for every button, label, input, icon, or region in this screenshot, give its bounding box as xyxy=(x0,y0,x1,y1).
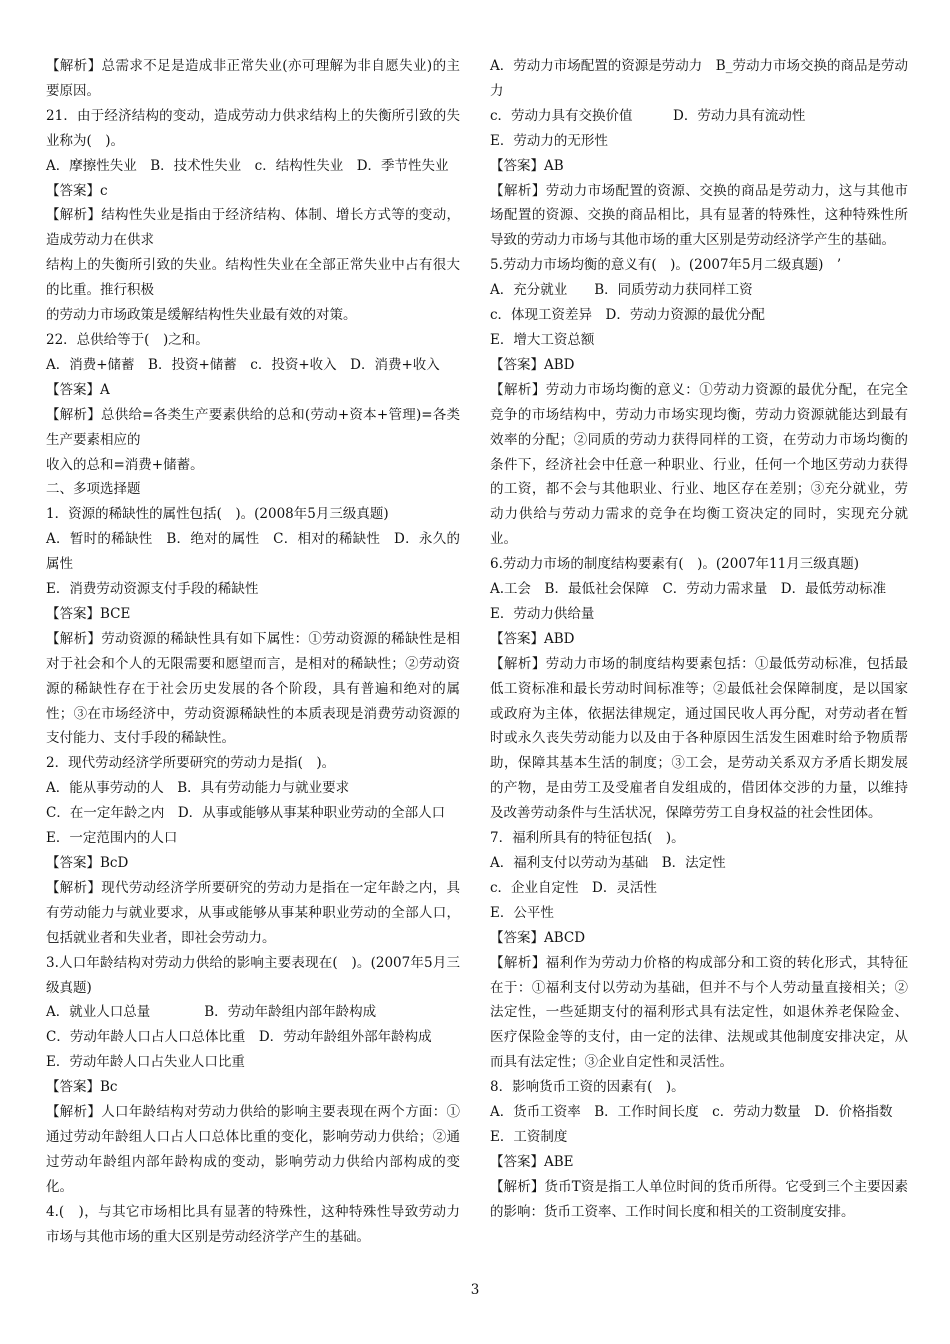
paragraph: E．工资制度 xyxy=(490,1128,568,1145)
paragraph: E．劳动力的无形性 xyxy=(490,132,608,149)
paragraph: A．福利支付以劳动为基础 B．法定性 xyxy=(490,855,726,871)
paragraph: 【解析】货币T资是指工人单位时间的货币所得。它受到三个主要因素的影响：货币工资率、工作时间长度和相关的工资制度安排。 xyxy=(490,1178,908,1220)
paragraph: 【解析】总需求不足是造成非正常失业(亦可理解为非自愿失业)的主要原因。 xyxy=(46,58,460,99)
paragraph: 22．总供给等于( )之和。 xyxy=(46,331,209,348)
paragraph: 5.劳动力市场均衡的意义有( )。(2007年5月二级真题) ’ xyxy=(490,257,842,274)
paragraph: 【解析】结构性失业是指由于经济结构、体制、增长方式等的变动，造成劳动力在供求 xyxy=(46,207,460,249)
paragraph: E．劳动力供给量 xyxy=(490,605,595,622)
paragraph: A．充分就业 B．同质劳动力获同样工资 xyxy=(490,282,753,299)
paragraph: 【解析】劳动力市场的制度结构要素包括：①最低劳动标准，包括最低工资标准和最长劳动时间标准等；②最低社会保障制度，是以国家或政府为主体，依据法律规定，通过国民收人再分配，对劳动者在暂时或永久丧失劳动能力以及由于各种原因生活发生困难时给予物质帮助，保障其基本生活的制度；③工会，是劳动关系双方矛盾长期发展的产物，是由劳工及受雇者自发组成的，借团体交涉的力量，以维持及改善劳动条件与生活状况，保障劳劳工自身权益的社会性团体。 xyxy=(490,655,908,822)
paragraph: 2．现代劳动经济学所要研究的劳动力是指( )。 xyxy=(46,755,336,772)
paragraph: 6.劳动力市场的制度结构要素有( )。(2007年11月三级真题) xyxy=(490,556,859,573)
paragraph: 【答案】ABE xyxy=(490,1153,574,1170)
paragraph: A.工会 B．最低社会保障 C．劳动力需求量 D．最低劳动标准 xyxy=(490,581,887,598)
paragraph: A．暂时的稀缺性 B．绝对的属性 C．相对的稀缺性 D．永久的属性 xyxy=(46,531,460,573)
paragraph: 【解析】劳动资源的稀缺性具有如下属性：①劳动资源的稀缺性是相对于社会和个人的无限需要和愿望而言，是相对的稀缺性；②劳动资源的稀缺性存在于社会历史发展的各个阶段，具有普遍和绝对的属性；③在市场经济中，劳动资源稀缺性的本质表现是消费劳动资源的支付能力、支付手段的稀缺性。 xyxy=(46,630,460,747)
paragraph: 4.( )，与其它市场相比具有显著的特殊性，这种特殊性导致劳动力市场与其他市场的重大区别是劳动经济学产生的基础。 xyxy=(46,1203,460,1245)
paragraph: 【答案】c xyxy=(46,182,108,199)
paragraph: 【解析】人口年龄结构对劳动力供给的影响主要表现在两个方面：①通过劳动年龄组人口占人口总体比重的变化，影响劳动力供给；②通过劳动年龄组内部年龄构成的变动，影响劳动力供给内部构成的变化。 xyxy=(46,1104,460,1195)
paragraph: E．消费劳动资源支付手段的稀缺性 xyxy=(46,581,259,598)
paragraph: 【解析】劳动力市场配置的资源、交换的商品是劳动力，这与其他市场配置的资源、交换的商品相比，具有显著的特殊性，这种特殊性所导致的劳动力市场与其他市场的重大区别是劳动经济学产生的基础。 xyxy=(490,182,908,249)
paragraph: 【解析】总供给=各类生产要素供给的总和(劳动+资本+管理)=各类生产要素相应的 xyxy=(46,406,460,448)
paragraph: 结构上的失衡所引致的失业。结构性失业在全部正常失业中占有很大的比重。推行积极 xyxy=(46,257,460,299)
paragraph: E．增大工资总额 xyxy=(490,331,595,348)
paragraph: 【答案】ABD xyxy=(490,630,575,647)
paragraph: 8．影响货币工资的因素有( )。 xyxy=(490,1079,685,1096)
paragraph: 【答案】BcD xyxy=(46,855,129,871)
paragraph: 3.人口年龄结构对劳动力供给的影响主要表现在( )。(2007年5月三级真题) xyxy=(46,954,460,996)
paragraph: E．劳动年龄人口占失业人口比重 xyxy=(46,1054,245,1071)
paragraph: 7．福利所具有的特征包括( )。 xyxy=(490,830,685,847)
paragraph: 【答案】A xyxy=(46,381,110,398)
paragraph: 【解析】福利作为劳动力价格的构成部分和工资的转化形式，其特征在于：①福利支付以劳动为基础，但并不与个人劳动量直接相关；②法定性，一些延期支付的福利形式具有法定性，如退休养老保险金、医疗保险金等的支付，由一定的法律、法规或其他制度安排决定，从而具有法定性；③企业自定性和灵活性。 xyxy=(490,954,908,1071)
paragraph: A．就业人口总量 B．劳动年龄组内部年龄构成 xyxy=(46,1004,377,1021)
paragraph: 的劳动力市场政策是缓解结构性失业最有效的对策。 xyxy=(46,307,357,324)
paragraph: E．一定范围内的人口 xyxy=(46,830,178,847)
paragraph: 【解析】劳动力市场均衡的意义：①劳动力资源的最优分配，在完全竞争的市场结构中，劳动力市场实现均衡，劳动力资源就能达到最有效率的分配；②同质的劳动力获得同样的工资，在劳动力市场均衡的条件下，经济社会中任意一种职业、行业，任何一个地区劳动力获得的工资，都不会与其他职业、行业、地区存在差别；③充分就业，劳动力供给与劳动力需求的竞争在均衡工资决定的同时，实现充分就业。 xyxy=(490,381,908,548)
paragraph: 【答案】ABD xyxy=(490,356,575,373)
paragraph: 收入的总和=消费+储蓄。 xyxy=(46,456,204,473)
paragraph: 【答案】Bc xyxy=(46,1079,118,1096)
paragraph: 21．由于经济结构的变动，造成劳动力供求结构上的失衡所引致的失业称为( )。 xyxy=(46,107,460,149)
paragraph: A．摩擦性失业 B．技术性失业 c．结构性失业 D．季节性失业 xyxy=(46,157,449,174)
paragraph: c．劳动力具有交换价值 D．劳动力具有流动性 xyxy=(490,107,806,124)
paragraph: A．劳动力市场配置的资源是劳动力 B_劳动力市场交换的商品是劳动力 xyxy=(490,58,908,99)
paragraph: A．消费+储蓄 B．投资+储蓄 c．投资+收入 D．消费+收入 xyxy=(46,356,440,373)
paragraph: E．公平性 xyxy=(490,904,554,921)
page-number: 3 xyxy=(470,1282,480,1298)
paragraph: c．体现工资差异 D．劳动力资源的最优分配 xyxy=(490,307,765,324)
paragraph: C．在一定年龄之内 D．从事或能够从事某种职业劳动的全部人口 xyxy=(46,805,446,822)
paragraph: 二、多项选择题 xyxy=(46,481,141,498)
paragraph: c．企业自定性 D．灵活性 xyxy=(490,879,657,896)
paragraph: C．劳动年龄人口占人口总体比重 D．劳动年龄组外部年龄构成 xyxy=(46,1029,432,1046)
paragraph: 【答案】BCE xyxy=(46,605,131,622)
paragraph: 1．资源的稀缺性的属性包括( )。(2008年5月三级真题) xyxy=(46,506,389,523)
right-column xyxy=(490,54,908,1225)
left-column xyxy=(46,54,460,1250)
paragraph: A．货币工资率 B．工作时间长度 c．劳动力数量 D．价格指数 xyxy=(490,1104,893,1121)
paragraph: 【答案】AB xyxy=(490,157,564,174)
paragraph: 【答案】ABCD xyxy=(490,929,586,946)
paragraph: A．能从事劳动的人 B．具有劳动能力与就业要求 xyxy=(46,780,350,797)
paragraph: 【解析】现代劳动经济学所要研究的劳动力是指在一定年龄之内，具有劳动能力与就业要求，从事或能够从事某种职业劳动的全部人口，包括就业者和失业者，即社会劳动力。 xyxy=(46,879,460,946)
